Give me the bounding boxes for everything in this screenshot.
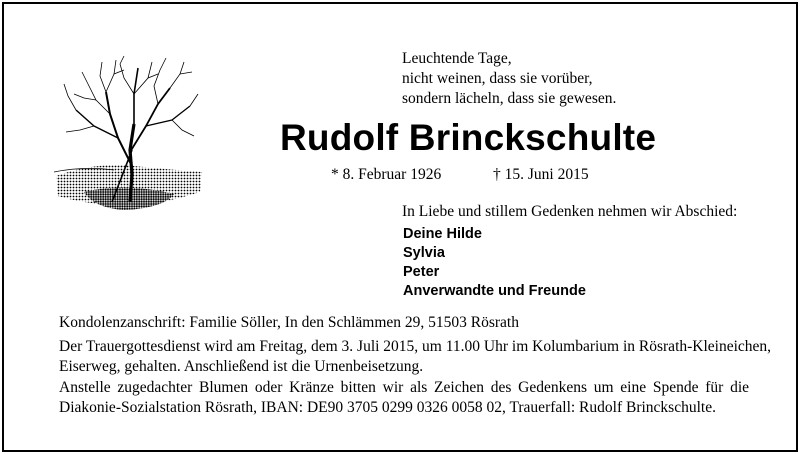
- poem-line: sondern lächeln, dass sie gewesen.: [402, 90, 617, 107]
- condolence-address: Kondolenzanschrift: Familie Söller, In den Schlämmen 29, 51503 Rösrath: [59, 314, 519, 331]
- service-info: [59, 337, 772, 377]
- poem: [402, 49, 616, 109]
- birth-date: * 8. Februar 1926: [331, 166, 442, 183]
- deceased-name: Rudolf Brinckschulte: [280, 117, 657, 158]
- service-line: Eiserweg, gehalten. Anschließend ist die Urnenbeisetzung.: [59, 358, 424, 375]
- donation-line: Diakonie-Sozialstation Rösrath, IBAN: DE90 3705 0299 0326 0058 02, Trauerfall: Rudolf Brinckschulte.: [59, 399, 716, 416]
- donation-line: Anstelle zugedachter Blumen oder Kränze bitten wir als Zeichen des Gedenkens um eine Spende für die: [59, 379, 749, 396]
- poem-line: Leuchtende Tage,: [402, 50, 512, 67]
- mourner-name: Anverwandte und Freunde: [403, 283, 586, 299]
- death-date: † 15. Juni 2015: [493, 166, 589, 183]
- donation-info: [59, 378, 749, 418]
- mourners-list: [403, 225, 586, 301]
- farewell-text: In Liebe und stillem Gedenken nehmen wir Abschied:: [402, 203, 738, 220]
- obituary-frame: [2, 2, 798, 452]
- mourner-name: Sylvia: [403, 245, 445, 261]
- tree-illustration: [54, 54, 204, 229]
- poem-line: nicht weinen, dass sie vorüber,: [402, 70, 593, 87]
- service-line: Der Trauergottesdienst wird am Freitag, dem 3. Juli 2015, um 11.00 Uhr im Kolumbarium in Rösrath-Kleineichen,: [59, 338, 772, 355]
- mourner-name: Deine Hilde: [403, 226, 482, 242]
- mourner-name: Peter: [403, 264, 440, 280]
